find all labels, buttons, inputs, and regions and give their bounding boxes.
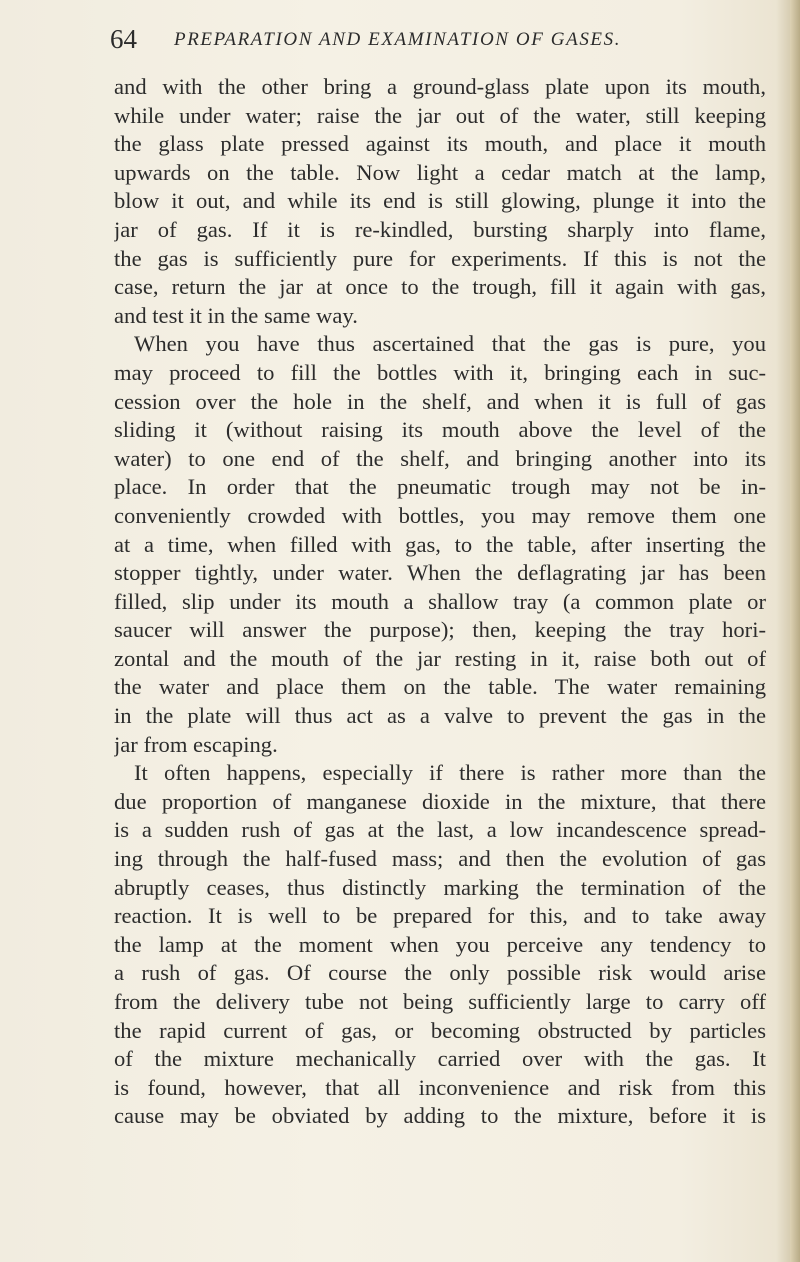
text-line: blow it out, and while its end is still glowing, plunge it into the	[114, 188, 766, 214]
text-line: the lamp at the moment when you perceive any tendency to	[114, 931, 766, 957]
text-line: is found, however, that all inconvenience and risk from this	[114, 1074, 766, 1100]
text-line: and with the other bring a ground-glass plate upon its mouth,	[114, 74, 766, 99]
text-line: conveniently crowded with bottles, you may remove them one	[114, 502, 766, 528]
text-line: due proportion of manganese dioxide in the mixture, that there	[114, 788, 766, 814]
text-line: stopper tightly, under water. When the deflagrating jar has been	[114, 560, 766, 586]
text-line: cession over the hole in the shelf, and when it is full of gas	[114, 388, 766, 414]
text-line: the rapid current of gas, or becoming obstructed by particles	[114, 1017, 766, 1043]
text-line: the glass plate pressed against its mouth, and place it mouth	[114, 131, 766, 157]
text-line: zontal and the mouth of the jar resting in it, raise both out of	[114, 645, 766, 671]
text-line: at a time, when filled with gas, to the table, after inserting the	[114, 531, 766, 557]
text-line: saucer will answer the purpose); then, keeping the tray hori-	[114, 617, 766, 643]
text-line: in the plate will thus act as a valve to prevent the gas in the	[114, 703, 766, 729]
text-line: the water and place them on the table. The water remaining	[114, 674, 766, 700]
text-line: upwards on the table. Now light a cedar match at the lamp,	[114, 159, 766, 185]
text-line: from the delivery tube not being sufficiently large to carry off	[114, 989, 766, 1014]
text-line: water) to one end of the shelf, and bringing another into its	[114, 445, 766, 471]
paragraph-start-line: When you have thus ascertained that the gas is pure, you	[134, 331, 766, 357]
text-line: filled, slip under its mouth a shallow tray (a common plate or	[114, 588, 766, 614]
text-line: jar of gas. If it is re-kindled, bursting sharply into flame,	[114, 216, 766, 242]
text-line: and test it in the same way.	[114, 302, 358, 328]
text-line: sliding it (without raising its mouth above the level of the	[114, 417, 766, 443]
text-line: case, return the jar at once to the trough, fill it again with gas,	[114, 274, 766, 300]
paragraph-start-line: It often happens, especially if there is rather more than the	[134, 760, 766, 786]
page-number: 64	[110, 24, 137, 54]
running-head: PREPARATION AND EXAMINATION OF GASES.	[174, 29, 622, 50]
text-line: is a sudden rush of gas at the last, a low incandescence spread-	[114, 817, 766, 843]
page-header	[110, 24, 750, 54]
text-line: of the mixture mechanically carried over with the gas. It	[114, 1046, 766, 1072]
text-line: the gas is sufficiently pure for experiments. If this is not the	[114, 245, 766, 271]
text-line: may proceed to fill the bottles with it, bringing each in suc-	[114, 359, 766, 385]
text-line: abruptly ceases, thus distinctly marking the termination of the	[114, 874, 766, 900]
text-line: cause may be obviated by adding to the mixture, before it is	[114, 1103, 766, 1129]
text-line: reaction. It is well to be prepared for this, and to take away	[114, 903, 766, 929]
text-line: jar from escaping.	[114, 731, 278, 757]
text-line: place. In order that the pneumatic trough may not be in-	[114, 474, 766, 500]
text-line: while under water; raise the jar out of the water, still keeping	[114, 102, 766, 128]
text-line: a rush of gas. Of course the only possible risk would arise	[114, 960, 766, 986]
page-edge	[790, 0, 800, 1262]
body-text	[114, 73, 766, 1131]
text-line: ing through the half-fused mass; and then the evolution of gas	[114, 846, 766, 872]
